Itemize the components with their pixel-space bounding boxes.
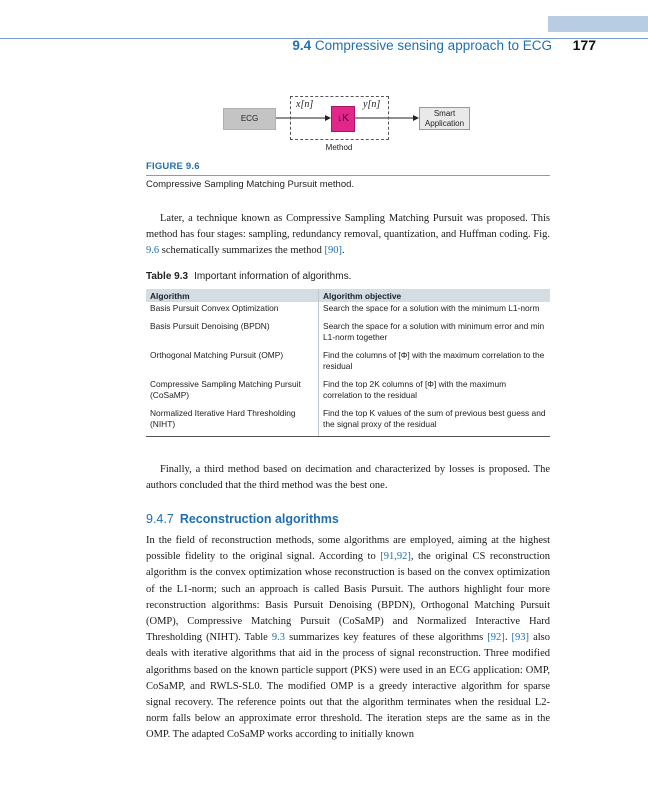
table-title-text: Important information of algorithms. <box>194 271 352 282</box>
p3-text-b: , the original CS reconstruction algorithm is the convex optimization whose reconstruction is based on the convex optimization of the L1-norm; such an approach is called Basis Pursuit. The authors highlight four more reconstruction algorithms: Basis Pursuit Denoising (BPDN), Orthogonal Matching Pursuit (OMP), Compressive Matching Pursuit (CoSaMP) and Normalized Interactive Hard Thresholding (NIHT). Table <box>146 551 550 644</box>
ecg-block: ECG <box>223 108 276 130</box>
figure-label: FIGURE 9.6 <box>146 161 200 172</box>
table-cell: Search the space for a solution with minimum error and min L1-norm together <box>323 320 545 342</box>
running-head-section: 9.4 <box>292 38 312 53</box>
signal-input-label: x[n] <box>296 99 314 110</box>
table-row <box>146 349 550 378</box>
p1-text-a: Later, a technique known as Compressive Sampling Matching Pursuit was proposed. This method has four stages: sampling, redundancy removal, quantization, and Huffman coding. Fig. <box>146 213 550 241</box>
table-cell: Find the top 2K columns of [Φ] with the maximum correlation to the residual <box>323 378 507 400</box>
header-algorithm: Algorithm <box>146 289 319 302</box>
p1-text-c: . <box>341 245 345 257</box>
p3-text-d: . <box>504 632 512 644</box>
downsample-k-block: ↓K <box>331 106 355 132</box>
section-heading <box>146 512 339 526</box>
section-title: Reconstruction algorithms <box>179 512 339 526</box>
method-label: Method <box>325 143 353 152</box>
citation-93[interactable]: [93] <box>511 632 530 644</box>
table-cell: Find the top K values of the sum of previous best guess and the signal proxy of the residual <box>319 407 551 437</box>
table-cell: Orthogonal Matching Pursuit (OMP) <box>146 349 319 378</box>
figure-caption: Compressive Sampling Matching Pursuit method. <box>146 179 355 190</box>
paragraph-3 <box>146 533 550 744</box>
p1-text-b: schematically summarizes the method <box>159 245 325 257</box>
table-cell: Basis Pursuit Denoising (BPDN) <box>146 320 319 349</box>
table-ref-link[interactable]: 9.3 <box>271 632 286 644</box>
table-title <box>146 271 351 282</box>
table-cell: Normalized Iterative Hard Thresholding (NIHT) <box>146 407 319 437</box>
table-header-row <box>146 289 550 302</box>
page-corner-tab <box>548 16 648 32</box>
citation-91-92[interactable]: [91,92] <box>380 551 411 563</box>
table-row <box>146 302 550 320</box>
page-number: 177 <box>572 37 596 53</box>
p3-text-c: summarizes key features of these algorithms <box>285 632 488 644</box>
signal-output-label: y[n] <box>363 99 381 110</box>
smart-application-block <box>419 107 470 130</box>
algorithms-table <box>146 289 550 437</box>
paragraph-1 <box>146 211 550 260</box>
table-cell: Search the space for a solution with the minimum L1-norm <box>323 303 540 313</box>
paragraph-2 <box>146 462 550 494</box>
header-objective: Algorithm objective <box>319 289 551 302</box>
running-head-title: Compressive sensing approach to ECG <box>314 38 552 53</box>
table-row <box>146 320 550 349</box>
figure-diagram <box>146 96 550 160</box>
table-row <box>146 407 550 437</box>
table-row <box>146 378 550 407</box>
table-cell: Find the columns of [Φ] with the maximum correlation to the residual <box>323 349 545 371</box>
p3-text-a: In the field of reconstruction methods, some algorithms are employed, aiming at the highest possible fidelity to the original signal. According to <box>146 535 550 563</box>
citation-90[interactable]: [90] <box>324 245 342 257</box>
section-number: 9.4.7 <box>146 512 174 526</box>
smart-line-2: Application <box>424 119 465 128</box>
table-cell: Basis Pursuit Convex Optimization <box>146 302 319 320</box>
citation-92[interactable]: [92] <box>487 632 505 644</box>
p2-text: Finally, a third method based on decimation and characterized by losses is proposed. The authors concluded that the third method was the best one. <box>146 464 550 492</box>
p3-text-e: also deals with iterative algorithms that aid in the process of signal reconstruction. Three modified algorithms based on the known particle support (PKS) were used in an ECG application: OMP, CoSaMP, and RWLS-SL0. The modified OMP is a greedy interactive algorithm for sparse signal recovery. The reference points out that the algorithm terminates when the residual L2-norm falls below an approximate error threshold. The iteration steps are the same as in the OMP. The adapted CoSaMP works according to initially known <box>146 632 551 741</box>
table-cell: Compressive Sampling Matching Pursuit (CoSaMP) <box>146 378 319 407</box>
running-head <box>292 38 552 53</box>
table-label: Table 9.3 <box>146 271 189 282</box>
smart-line-1: Smart <box>433 109 456 118</box>
figure-ref-link[interactable]: 9.6 <box>146 245 160 257</box>
figure-caption-rule <box>146 175 550 176</box>
